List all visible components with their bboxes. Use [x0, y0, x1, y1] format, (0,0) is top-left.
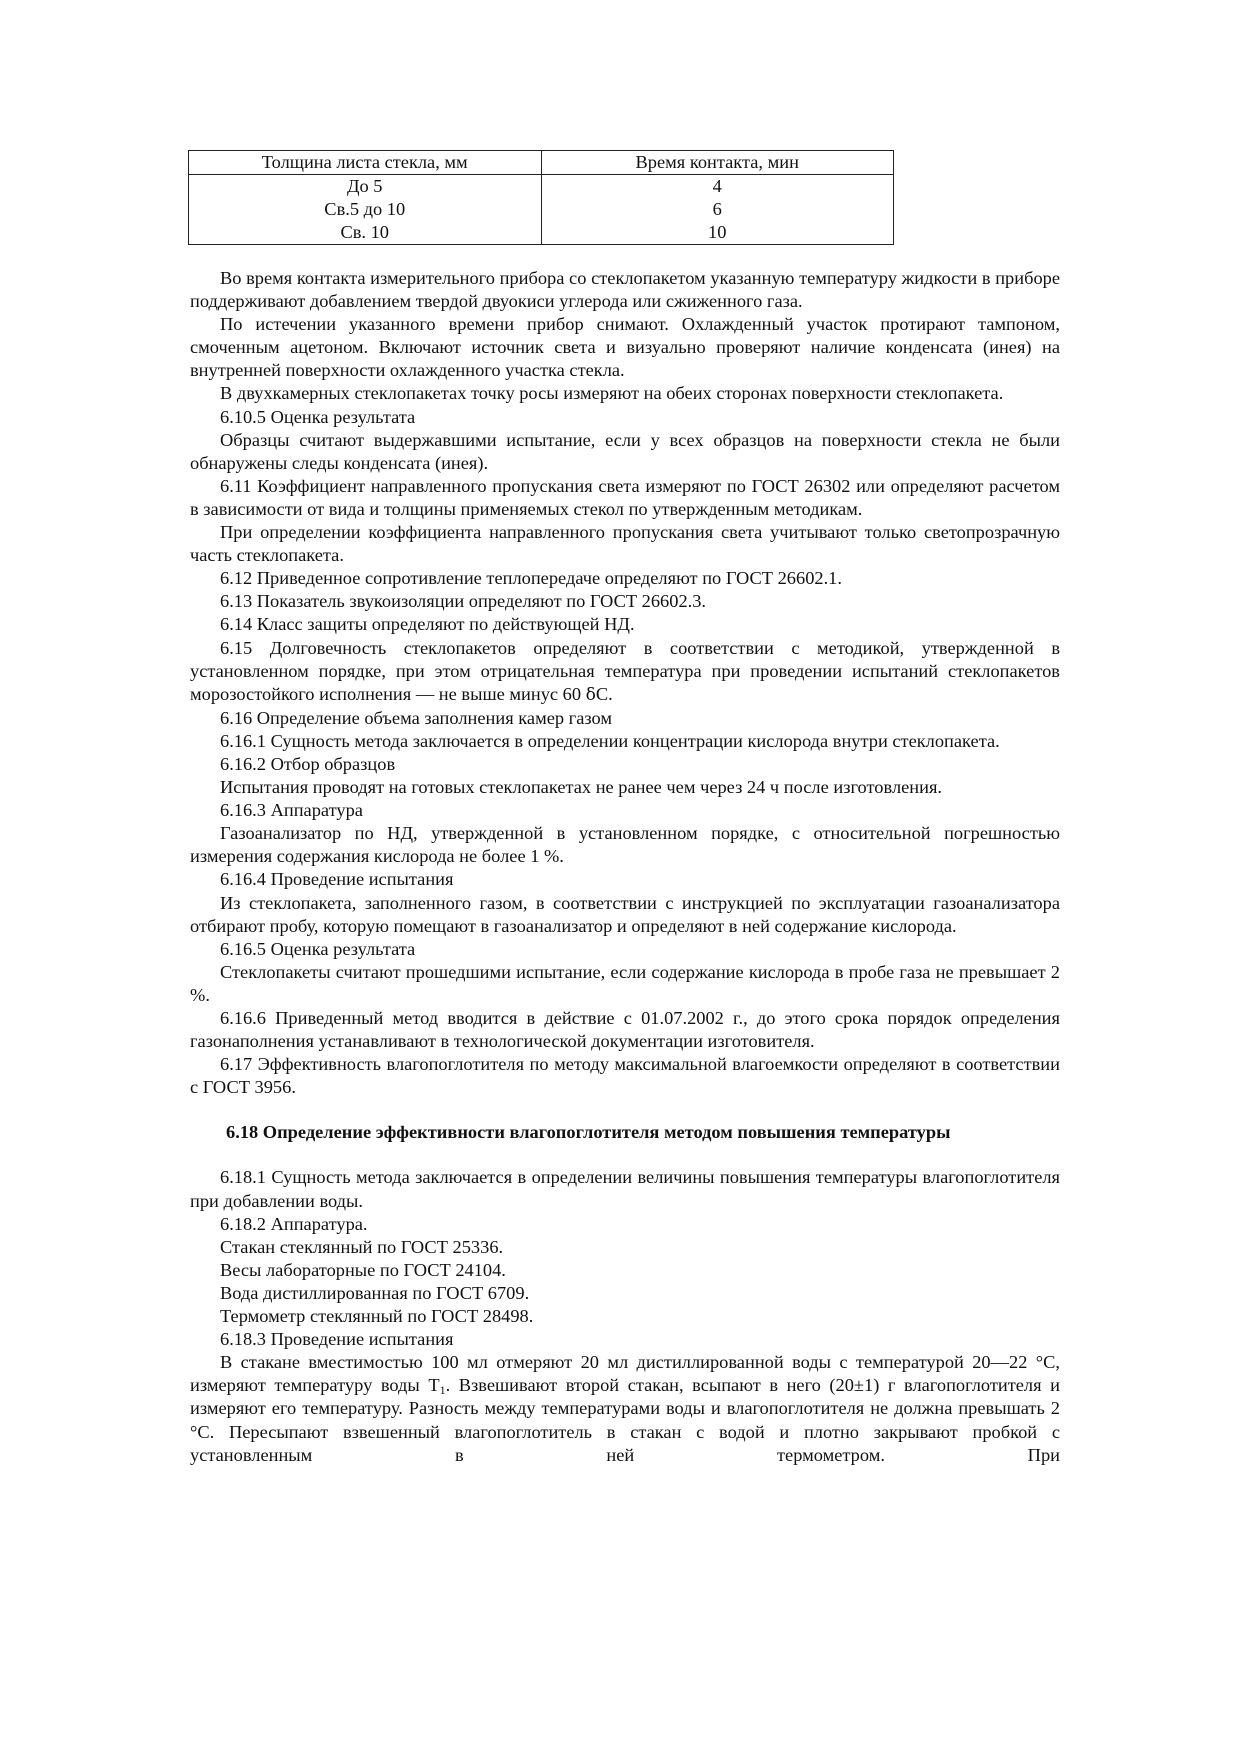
list-item: Вода дистиллированная по ГОСТ 6709. — [220, 1282, 530, 1303]
delta-symbol: δ — [585, 684, 596, 705]
paragraph: Газоанализатор по НД, утвержденной в установленном порядке, с относительной погрешностью измерения содержания кислорода не более 1 %. — [190, 823, 1060, 867]
table-header-row — [189, 151, 894, 175]
paragraph: 6.18.1 Сущность метода заключается в определении величины повышения температуры влагопоглотителя при добавлении воды. — [190, 1167, 1060, 1211]
paragraph: Стеклопакеты считают прошедшими испытание, если содержание кислорода в пробе газа не превышает 2 %. — [190, 961, 1060, 1005]
paragraph-text: С. — [595, 683, 613, 704]
paragraph: 6.14 Класс защиты определяют по действующей НД. — [220, 614, 635, 635]
paragraph — [190, 1351, 1060, 1466]
paragraph: Во время контакта измерительного прибора со стеклопакетом указанную температуру жидкости в приборе поддерживают добавлением твердой двуокиси углерода или сжиженного газа. — [190, 268, 1060, 312]
section-heading: 6.18 Определение эффективности влагопоглотителя методом повышения температуры — [226, 1122, 951, 1143]
section-label: 6.18.3 Проведение испытания — [220, 1329, 454, 1350]
paragraph: 6.11 Коэффициент направленного пропускания света измеряют по ГОСТ 26302 или определяют расчетом в зависимости от вида и толщины применяемых стекол по утвержденным методикам. — [190, 475, 1060, 519]
table-header-cell: Время контакта, мин — [541, 151, 894, 175]
table-row — [189, 198, 894, 221]
paragraph-text: 6.15 Долговечность стеклопакетов определяют в соответствии с методикой, утвержденной в установленном порядке, при этом отрицательная температура при проведении испытаний стеклопакетов морозостойкого исполнения — не выше минус 60 — [190, 637, 1060, 704]
table-row — [189, 221, 894, 245]
paragraph: При определении коэффициента направленного пропускания света учитывают только светопрозрачную часть стеклопакета. — [190, 522, 1060, 566]
paragraph: 6.12 Приведенное сопротивление теплопередаче определяют по ГОСТ 26602.1. — [220, 568, 842, 589]
section-label: 6.16 Определение объема заполнения камер газом — [220, 707, 613, 728]
section-label: 6.16.2 Отбор образцов — [220, 753, 396, 774]
paragraph: Образцы считают выдержавшими испытание, если у всех образцов на поверхности стекла не были обнаружены следы конденсата (инея). — [190, 429, 1060, 473]
paragraph: 6.16.6 Приведенный метод вводится в действие с 01.07.2002 г., до этого срока порядок определения газонаполнения устанавливают в технологической документации изготовителя. — [190, 1008, 1060, 1052]
table-cell: До 5 — [189, 175, 542, 199]
table-cell: 6 — [541, 198, 894, 221]
paragraph: Испытания проводят на готовых стеклопакетах не ранее чем через 24 ч после изготовления. — [220, 777, 943, 798]
paragraph: В двухкамерных стеклопакетах точку росы измеряют на обеих сторонах поверхности стеклопакета. — [220, 383, 1004, 404]
paragraph-text: . Взвешивают второй стакан, всыпают в него (20±1) г влагопоглотителя и измеряют его температуру. Разность между температурами воды и влагопоглотителя не должна превышать 2 °С. Пересыпают взвешенный влагопоглотитель в стакан с водой и плотно закрывают пробкой с установленным в ней термометром. При — [190, 1375, 1060, 1465]
section-label: 6.16.3 Аппаратура — [220, 800, 363, 821]
paragraph — [190, 637, 1060, 707]
paragraph-text: В стакане вместимостью 100 мл отмеряют 20 мл дистиллированной воды с температурой 20—22 °С, измеряют температуру воды Т — [190, 1352, 1060, 1396]
table-header-cell: Толщина листа стекла, мм — [189, 151, 542, 175]
list-item: Термометр стеклянный по ГОСТ 28498. — [220, 1306, 534, 1327]
document-page — [190, 150, 1060, 1467]
section-label: 6.16.5 Оценка результата — [220, 938, 416, 959]
subscript: 1 — [439, 1383, 446, 1398]
table-cell: Св.5 до 10 — [189, 198, 542, 221]
paragraph: Из стеклопакета, заполненного газом, в соответствии с инструкцией по эксплуатации газоанализатора отбирают пробу, которую помещают в газоанализатор и определяют в ней содержание кислорода. — [190, 892, 1060, 936]
table-cell: Св. 10 — [189, 221, 542, 245]
section-label: 6.10.5 Оценка результата — [220, 406, 416, 427]
paragraph: 6.17 Эффективность влагопоглотителя по методу максимальной влагоемкости определяют в соответствии с ГОСТ 3956. — [190, 1054, 1060, 1098]
section-label: 6.16.4 Проведение испытания — [220, 869, 454, 890]
section-label: 6.18.2 Аппаратура. — [220, 1213, 368, 1234]
paragraph: 6.13 Показатель звукоизоляции определяют по ГОСТ 26602.3. — [220, 591, 707, 612]
paragraph: 6.16.1 Сущность метода заключается в определении концентрации кислорода внутри стеклопакета. — [220, 730, 1000, 751]
list-item: Стакан стеклянный по ГОСТ 25336. — [220, 1236, 504, 1257]
table-row — [189, 175, 894, 199]
contact-time-table — [188, 150, 894, 245]
list-item: Весы лабораторные по ГОСТ 24104. — [220, 1259, 506, 1280]
table-cell: 10 — [541, 221, 894, 245]
table-cell: 4 — [541, 175, 894, 199]
paragraph: По истечении указанного времени прибор снимают. Охлажденный участок протирают тампоном, смоченным ацетоном. Включают источник света и визуально проверяют наличие конденсата (инея) на внутренней поверхности охлажденного участка стекла. — [190, 314, 1060, 381]
